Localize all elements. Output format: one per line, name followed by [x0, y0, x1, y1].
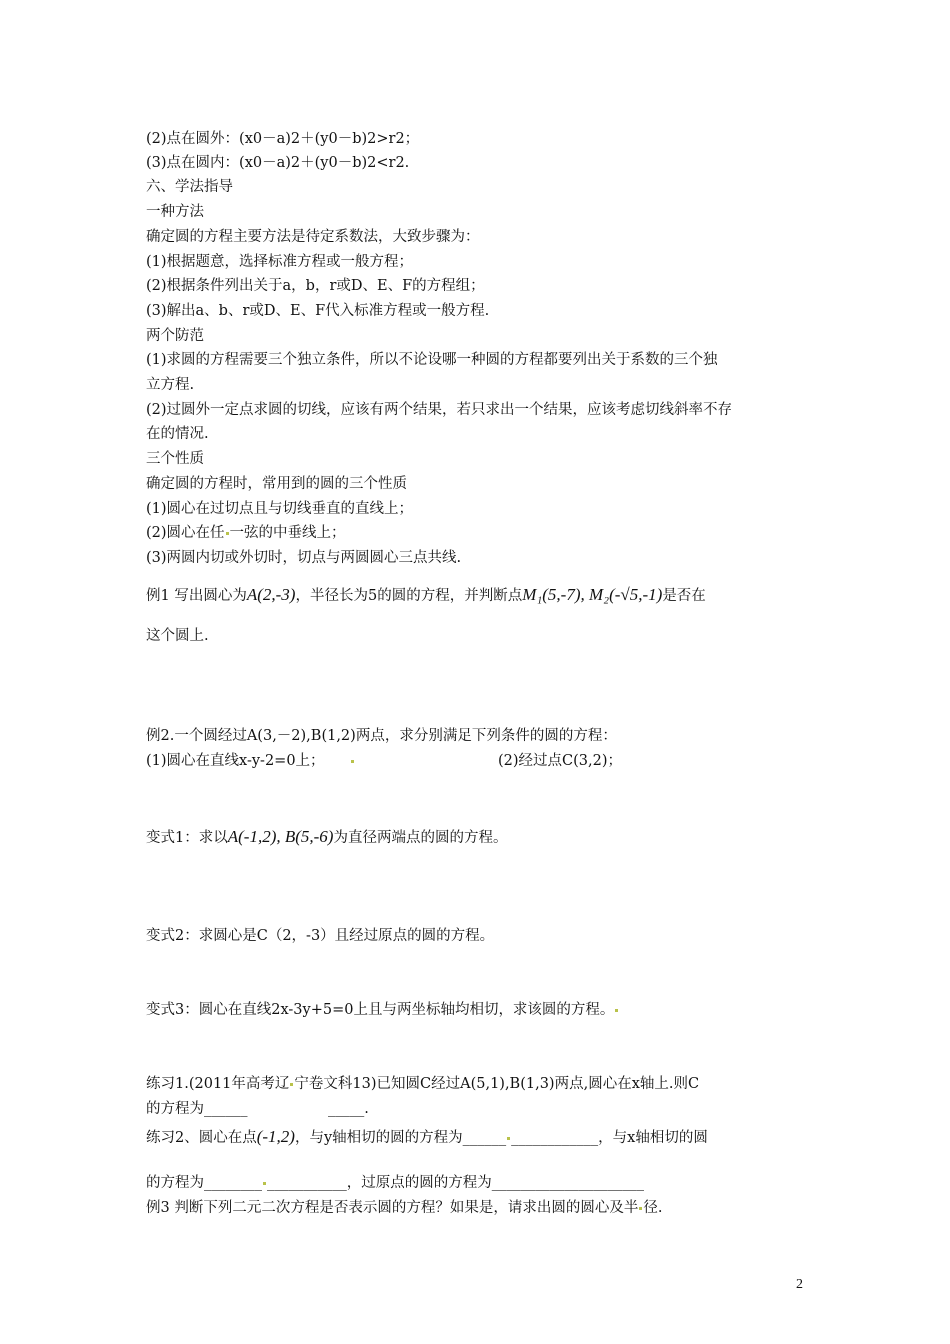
anchor-mark	[615, 1009, 618, 1012]
example-2: 例2.一个圆经过A(3,－2),B(1,2)两点，求分别满足下列条件的圆的方程：	[146, 728, 617, 744]
text-line: 的方程为________ ___________，过原点的圆的方程为_____________________	[146, 1175, 644, 1191]
page-number: 2	[796, 1277, 803, 1292]
text-line: 的方程为______ _____.	[146, 1101, 369, 1117]
text-line: 立方程.	[146, 377, 195, 393]
example-1: 例1 写出圆心为A(2,-3)，半径长为5的圆的方程，并判断点M₁(5,-7), M₂(-√5,-1)是否在	[146, 585, 706, 604]
text-line: (2)圆心在任 一弦的中垂线上；	[146, 525, 346, 541]
text-line: (3)解出a、b、r或D、E、F代入标准方程或一般方程.	[146, 303, 490, 319]
anchor-mark	[507, 1137, 510, 1140]
text-line: (2)过圆外一定点求圆的切线，应该有两个结果，若只求出一个结果，应该考虑切线斜率不存	[146, 402, 733, 418]
anchor-mark	[263, 1182, 266, 1185]
text-line: 确定圆的方程时，常用到的圆的三个性质	[146, 476, 407, 492]
exercise-2: 练习2、圆心在点(-1,2)，与y轴相切的圆的方程为______ ____________，与x轴相切的圆	[146, 1127, 708, 1146]
text-line: (1)根据题意，选择标准方程或一般方程；	[146, 254, 414, 270]
text-line: (2)点在圆外：(x0－a)2＋(y0－b)2>r2；	[146, 131, 420, 147]
text-line: (1)求圆的方程需要三个独立条件，所以不论设哪一种圆的方程都要列出关于系数的三个独	[146, 352, 718, 368]
exercise-1: 练习1.(2011年高考辽 宁卷文科13)已知圆C经过A(5,1),B(1,3)两点,圆心在x轴上.则C	[146, 1076, 700, 1092]
text-line: (3)两圆内切或外切时，切点与两圆圆心三点共线.	[146, 550, 462, 566]
variant-2: 变式2：求圆心是C（2，-3）且经过原点的圆的方程。	[146, 928, 495, 944]
math-formula: A(-1,2), B(5,-6)	[227, 827, 334, 846]
subheading: 一种方法	[146, 204, 204, 220]
section-heading: 六、学法指导	[146, 179, 233, 195]
example-3: 例3 判断下列二元二次方程是否表示圆的方程？如果是，请求出圆的圆心及半 径.	[146, 1200, 663, 1216]
text-line: (1)圆心在直线x-y-2=0上； (2)经过点C(3,2)；	[146, 753, 623, 769]
subheading: 两个防范	[146, 328, 204, 344]
anchor-mark	[226, 532, 229, 535]
math-formula: A(2,-3)	[246, 585, 296, 604]
anchor-mark	[639, 1207, 642, 1210]
text-line: 这个圆上.	[146, 628, 209, 644]
subheading: 三个性质	[146, 451, 204, 467]
variant-3: 变式3：圆心在直线2x-3y+5=0上且与两坐标轴均相切，求该圆的方程。	[146, 1000, 619, 1020]
text-line: 确定圆的方程主要方法是待定系数法，大致步骤为：	[146, 229, 480, 245]
text-line: 在的情况.	[146, 426, 209, 442]
text-line: (3)点在圆内：(x0－a)2＋(y0－b)2<r2.	[146, 155, 410, 171]
text-line: (2)根据条件列出关于a，b，r或D、E、F的方程组；	[146, 278, 485, 294]
math-formula: (-1,2)	[256, 1127, 295, 1146]
math-formula: M₁(5,-7), M₂(-√5,-1)	[522, 585, 663, 604]
anchor-mark	[290, 1083, 293, 1086]
anchor-mark	[351, 760, 354, 763]
variant-1: 变式1：求以A(-1,2), B(5,-6)为直径两端点的圆的方程。	[146, 827, 508, 846]
text-line: (1)圆心在过切点且与切线垂直的直线上；	[146, 501, 414, 517]
